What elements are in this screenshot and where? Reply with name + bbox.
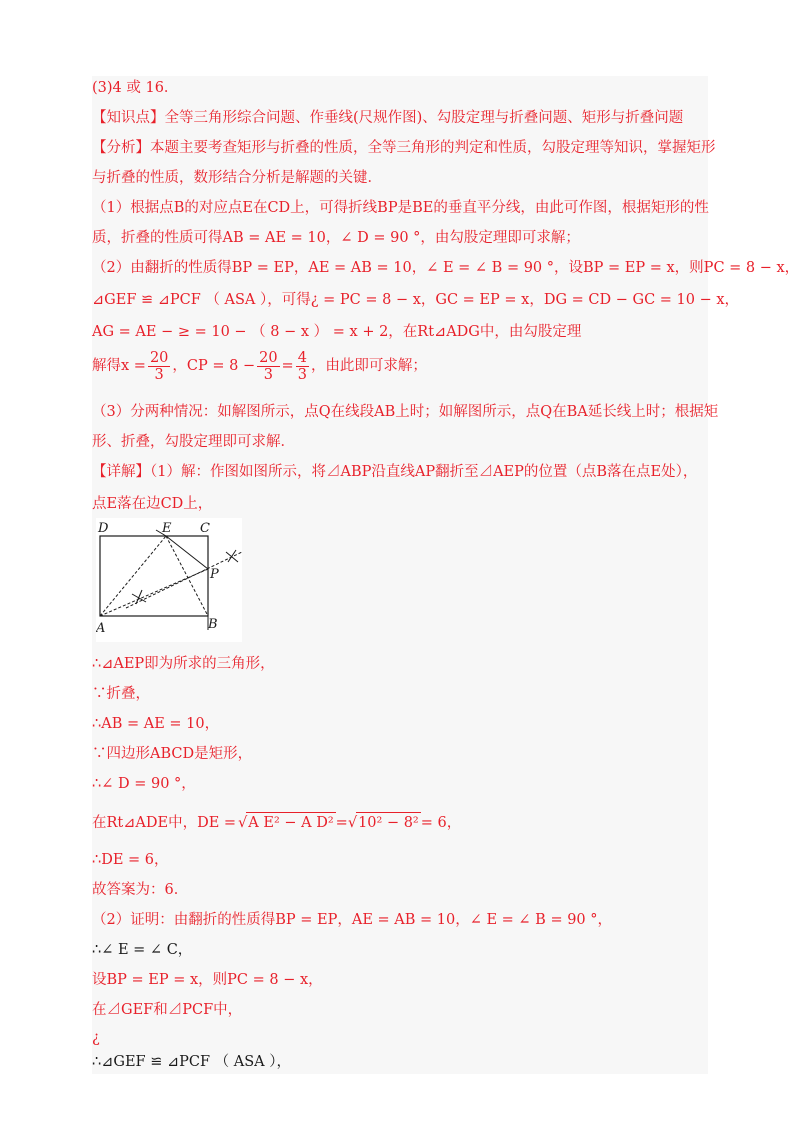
analysis-part2-cont2: AG = AE − ≥ = 10 − （ 8 − x ） = x + 2，在Rt⊿ADG中，由勾股定理 xyxy=(92,324,582,340)
angle-e-c: ∴∠ E = ∠ C， xyxy=(92,942,193,958)
analysis-part3: （3）分两种情况：如解图所示，点Q在线段AB上时；如解图所示，点Q在BA延长线上时；根据矩 xyxy=(92,404,719,420)
de-text: 在Rt⊿ADE中，DE = xyxy=(92,815,237,831)
congruent-line: ∴⊿GEF ≌ ⊿PCF （ ASA ）， xyxy=(92,1054,291,1070)
analysis-fraction-line xyxy=(92,348,427,384)
label-c: C xyxy=(200,521,210,536)
fraction-4-3: $\frac{4}{3}$ xyxy=(297,349,307,383)
fold-line-ae xyxy=(100,536,166,616)
answer-six: 故答案为：6． xyxy=(92,882,189,898)
let-line: 设BP = EP = x，则PC = 8 − x， xyxy=(92,972,323,988)
sqrt-expression-2: 10² − 8² xyxy=(356,812,421,833)
answer-line: (3)4 或 16． xyxy=(92,80,179,96)
rectangle-line: ∵四边形ABCD是矩形， xyxy=(92,746,253,762)
geometry-diagram xyxy=(96,518,242,642)
proof-line: （2）证明：由翻折的性质得BP = EP，AE = AB = 10，∠ E = ∠ B = 90 °， xyxy=(92,912,613,928)
label-e: E xyxy=(162,521,172,536)
fold-line-ap xyxy=(100,569,208,616)
label-b: B xyxy=(208,617,218,632)
fraction-20-3-b: $\frac{20}{3}$ xyxy=(259,349,278,383)
detail-heading: 【详解】（1）解：作图如图所示，将⊿ABP沿直线AP翻折至⊿AEP的位置（点B落在点E处）， xyxy=(92,464,698,480)
pythagoras-line: 在Rt⊿ADE中，DE = √A E² − A D² =√10² − 8² = 6， xyxy=(92,812,461,833)
analysis-part3-cont: 形、折叠，勾股定理即可求解． xyxy=(92,434,295,450)
equals-text: = xyxy=(335,815,348,831)
knowledge-points: 【知识点】全等三角形综合问题、作垂线(尺规作图)、勾股定理与折叠问题、矩形与折叠问题 xyxy=(92,110,684,126)
line-eb xyxy=(166,536,208,616)
label-d: D xyxy=(98,521,109,536)
cp-text: ，CP = 8 − xyxy=(172,358,256,374)
document-page xyxy=(92,76,800,1074)
follow-text: ，由此即可求解； xyxy=(310,358,427,374)
label-a: A xyxy=(96,621,106,636)
cross-mark-1a xyxy=(226,552,238,562)
rectangle-fold-figure xyxy=(96,518,242,642)
analysis-part1-cont: 质，折叠的性质可得AB = AE = 10，∠ D = 90 °，由勾股定理即可求解； xyxy=(92,230,580,246)
ab-ae-line: ∴AB = AE = 10， xyxy=(92,716,220,732)
brace-glyph: ¿ xyxy=(92,1030,100,1046)
analysis-line: 与折叠的性质，数形结合分析是解题的关键． xyxy=(92,170,382,186)
analysis-part2-cont: ⊿GEF ≌ ⊿PCF （ ASA ），可得¿ = PC = 8 − x，GC = EP = x，DG = CD − GC = 10 − x， xyxy=(92,292,740,308)
fraction-20-3: $\frac{20}{3}$ xyxy=(149,349,169,383)
detail-line: 点E落在边CD上， xyxy=(92,496,213,512)
result-text: = 6， xyxy=(420,815,462,831)
sqrt-expression-1: A E² − A D² xyxy=(246,812,335,833)
analysis-part2: （2）由翻折的性质得BP = EP，AE = AB = 10，∠ E = ∠ B = 90 °，设BP = EP = x，则PC = 8 − x， xyxy=(92,260,800,276)
perpendicular-bisector xyxy=(126,552,242,608)
label-p: P xyxy=(210,567,219,582)
because-fold: ∵折叠， xyxy=(92,686,150,702)
de-result: ∴DE = 6， xyxy=(92,852,169,868)
analysis-part1: （1）根据点B的对应点E在CD上，可得折线BP是BE的垂直平分线，由此可作图，根据矩形的性 xyxy=(92,200,709,216)
conclusion-line: ∴⊿AEP即为所求的三角形， xyxy=(92,656,275,672)
fold-line-ep xyxy=(166,536,208,569)
solve-text: 解得x = xyxy=(92,358,146,374)
triangles-line: 在⊿GEF和⊿PCF中， xyxy=(92,1002,243,1018)
angle-d-line: ∴∠ D = 90 °， xyxy=(92,776,196,792)
analysis-heading: 【分析】本题主要考查矩形与折叠的性质，全等三角形的判定和性质，勾股定理等知识，掌握矩形 xyxy=(92,140,716,156)
equals-text: = xyxy=(281,358,294,374)
